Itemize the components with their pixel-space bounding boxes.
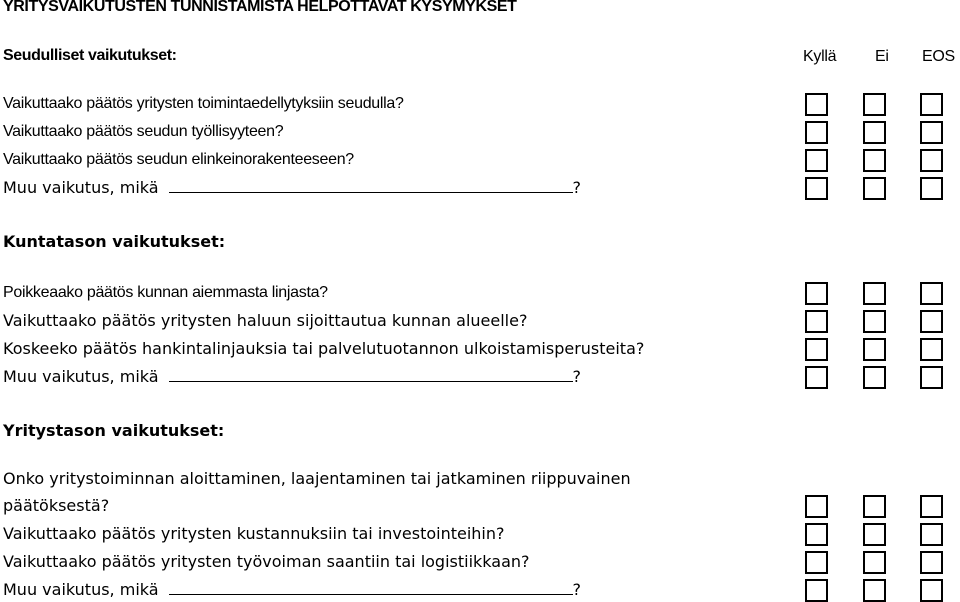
checkbox-eos[interactable] [920, 310, 943, 333]
checkbox-kylla[interactable] [805, 366, 828, 389]
question-text: Vaikuttaako päätös seudun elinkeinorakenteeseen? [3, 151, 354, 168]
other-effect-input-line[interactable] [169, 580, 573, 595]
other-effect-input-line[interactable] [169, 367, 573, 382]
page-title: YRITYSVAIKUTUSTEN TUNNISTAMISTA HELPOTTAVAT KYSYMYKSET [3, 0, 517, 15]
checkbox-kylla[interactable] [805, 121, 828, 144]
question-text: Vaikuttaako päätös yritysten haluun sijoittautua kunnan alueelle? [3, 311, 528, 330]
checkbox-kylla[interactable] [805, 93, 828, 116]
checkbox-kylla[interactable] [805, 523, 828, 546]
question-text: Koskeeko päätös hankintalinjauksia tai palvelutuotannon ulkoistamisperusteita? [3, 339, 645, 358]
other-effect-row [3, 178, 581, 198]
section-heading-yritystaso: Yritystason vaikutukset: [3, 421, 225, 440]
checkbox-ei[interactable] [863, 121, 886, 144]
question-mark: ? [572, 580, 582, 599]
checkbox-ei[interactable] [863, 310, 886, 333]
checkbox-ei[interactable] [863, 338, 886, 361]
question-text: päätöksestä? [3, 496, 110, 515]
section-heading-seudulliset: Seudulliset vaikutukset: [3, 47, 177, 64]
checkbox-eos[interactable] [920, 177, 943, 200]
question-text: Muu vaikutus, mikä [3, 580, 159, 599]
checkbox-kylla[interactable] [805, 495, 828, 518]
checkbox-eos[interactable] [920, 338, 943, 361]
checkbox-eos[interactable] [920, 121, 943, 144]
checkbox-kylla[interactable] [805, 338, 828, 361]
question-text: Vaikuttaako päätös seudun työllisyyteen? [3, 123, 284, 140]
other-effect-row [3, 367, 581, 387]
other-effect-input-line[interactable] [169, 178, 573, 193]
checkbox-eos[interactable] [920, 523, 943, 546]
checkbox-ei[interactable] [863, 282, 886, 305]
column-header-ei: Ei [875, 48, 889, 65]
checkbox-eos[interactable] [920, 551, 943, 574]
checkbox-eos[interactable] [920, 366, 943, 389]
checkbox-eos[interactable] [920, 93, 943, 116]
question-text: Onko yritystoiminnan aloittaminen, laajentaminen tai jatkaminen riippuvainen [3, 469, 631, 488]
checkbox-ei[interactable] [863, 579, 886, 602]
checkbox-kylla[interactable] [805, 579, 828, 602]
question-text: Muu vaikutus, mikä [3, 178, 159, 197]
checkbox-eos[interactable] [920, 149, 943, 172]
checkbox-eos[interactable] [920, 282, 943, 305]
checkbox-ei[interactable] [863, 495, 886, 518]
checkbox-eos[interactable] [920, 579, 943, 602]
question-text: Poikkeaako päätös kunnan aiemmasta linjasta? [3, 284, 328, 301]
checkbox-ei[interactable] [863, 177, 886, 200]
checkbox-kylla[interactable] [805, 551, 828, 574]
checkbox-ei[interactable] [863, 93, 886, 116]
section-heading-kuntataso: Kuntatason vaikutukset: [3, 232, 226, 251]
question-mark: ? [572, 178, 582, 197]
checkbox-kylla[interactable] [805, 149, 828, 172]
question-text: Muu vaikutus, mikä [3, 367, 159, 386]
question-text: Vaikuttaako päätös yritysten työvoiman saantiin tai logistiikkaan? [3, 552, 530, 571]
other-effect-row [3, 580, 581, 600]
column-header-eos: EOS [922, 48, 955, 65]
checkbox-ei[interactable] [863, 149, 886, 172]
checkbox-kylla[interactable] [805, 310, 828, 333]
checkbox-ei[interactable] [863, 551, 886, 574]
column-header-kylla: Kyllä [803, 48, 837, 65]
question-mark: ? [572, 367, 582, 386]
question-text: Vaikuttaako päätös yritysten toimintaedellytyksiin seudulla? [3, 95, 404, 112]
question-text: Vaikuttaako päätös yritysten kustannuksiin tai investointeihin? [3, 524, 505, 543]
checkbox-eos[interactable] [920, 495, 943, 518]
checkbox-kylla[interactable] [805, 177, 828, 200]
checkbox-kylla[interactable] [805, 282, 828, 305]
checkbox-ei[interactable] [863, 523, 886, 546]
checkbox-ei[interactable] [863, 366, 886, 389]
